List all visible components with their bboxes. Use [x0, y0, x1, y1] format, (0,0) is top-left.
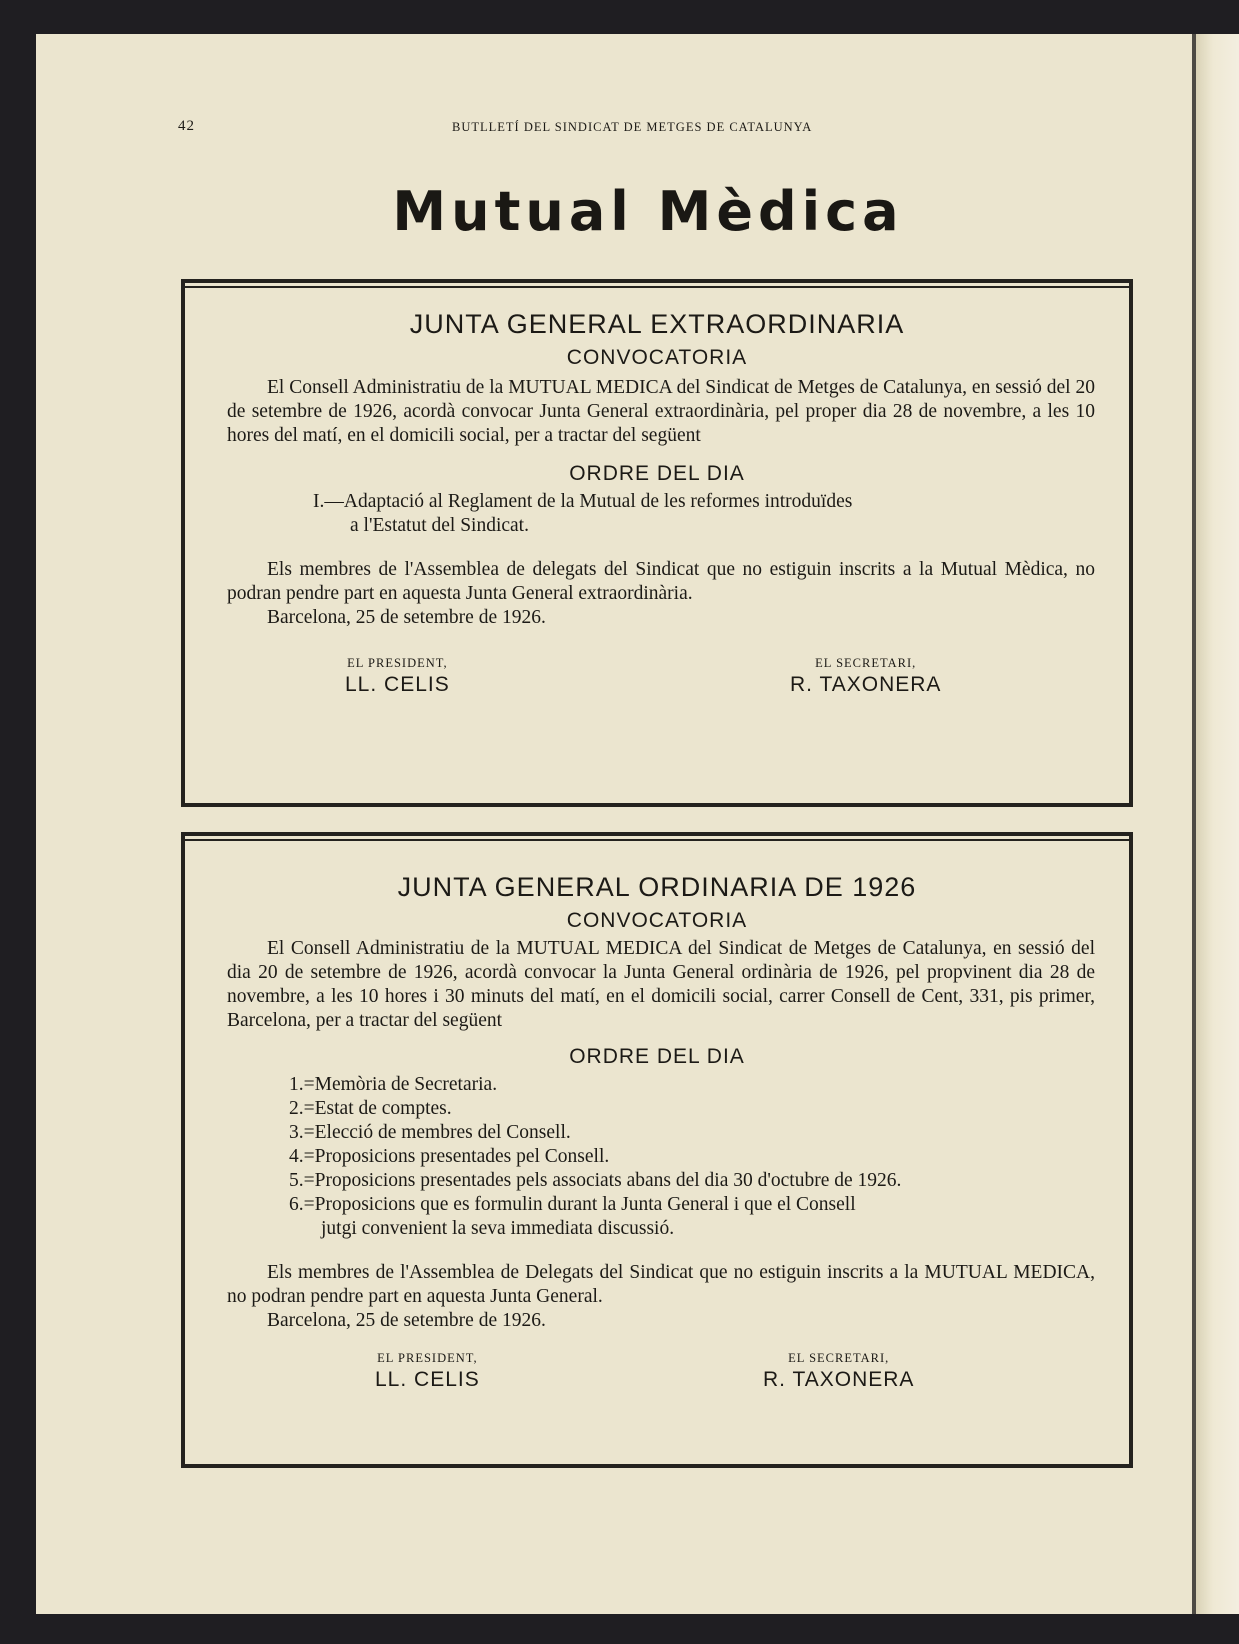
president-signature: [345, 656, 450, 697]
notice-date: Barcelona, 25 de setembre de 1926.: [267, 607, 546, 628]
agenda-item: 4.=Proposicions presentades pel Consell.: [289, 1146, 610, 1167]
notice-closing: Els membres de l'Assemblea de Delegats del Sindicat que no estiguin inscrits a la MUTUAL MEDICA, no podran pendre part en aquesta Junta General.: [227, 1262, 1095, 1307]
agenda-list: [185, 1073, 1129, 1241]
notice-subtitle: CONVOCATORIA: [566, 346, 748, 369]
secretary-signature: [790, 656, 941, 697]
signatures: [185, 1351, 1129, 1407]
agenda-item: I.—Adaptació al Reglament de la Mutual de les reformes introduïdes: [313, 491, 853, 512]
notice-body: El Consell Administratiu de la MUTUAL MEDICA del Sindicat de Metges de Catalunya, en sessió del 20 de setembre de 1926, acordà convocar Junta General extraordinària, pel proper dia 28 de novembre, a les 10 hores del matí, en el domicili social, per a tractar del següent: [227, 377, 1095, 446]
agenda-item-continuation: a l'Estatut del Sindicat.: [350, 515, 529, 536]
secretary-name: R. TAXONERA: [763, 1368, 915, 1391]
agenda-title: ORDRE DEL DIA: [569, 1045, 745, 1068]
president-role: EL PRESIDENT,: [377, 1351, 478, 1365]
notice-date: Barcelona, 25 de setembre de 1926.: [267, 1310, 546, 1331]
main-title: Mutual Mèdica: [392, 180, 904, 243]
agenda-item-continuation: jutgi convenient la seva immediata discussió.: [321, 1218, 675, 1239]
president-role: EL PRESIDENT,: [347, 656, 448, 670]
secretary-name: R. TAXONERA: [790, 673, 942, 696]
notice-subtitle: CONVOCATORIA: [566, 909, 748, 932]
agenda-item: 3.=Elecció de membres del Consell.: [289, 1122, 571, 1143]
notice-extraordinary: [182, 280, 1132, 806]
agenda-item: 6.=Proposicions que es formulin durant la Junta General i que el Consell: [289, 1194, 856, 1215]
agenda-item: 2.=Estat de comptes.: [289, 1098, 452, 1119]
running-title: BUTLLETÍ DEL SINDICAT DE METGES DE CATALUNYA: [452, 120, 813, 134]
notice-title: JUNTA GENERAL EXTRAORDINARIA: [409, 309, 905, 339]
agenda-item: 5.=Proposicions presentades pels associats abans del dia 30 d'octubre de 1926.: [289, 1170, 902, 1191]
page-number: 42: [178, 118, 195, 134]
notice-closing: Els membres de l'Assemblea de delegats del Sindicat que no estiguin inscrits a la Mutual Mèdica, no podran pendre part en aquesta Junta General extraordinària.: [227, 559, 1095, 604]
agenda-title: ORDRE DEL DIA: [569, 462, 745, 485]
notice-title: JUNTA GENERAL ORDINARIA DE 1926: [397, 872, 917, 902]
agenda-list: [185, 490, 1129, 538]
secretary-role: EL SECRETARI,: [788, 1351, 890, 1365]
agenda-item: 1.=Memòria de Secretaria.: [289, 1074, 498, 1095]
president-signature: [375, 1351, 480, 1392]
signatures: [185, 656, 1129, 712]
secretary-signature: [763, 1351, 914, 1392]
book-spine: [1196, 34, 1239, 1614]
secretary-role: EL SECRETARI,: [815, 656, 917, 670]
president-name: LL. CELIS: [345, 673, 450, 696]
president-name: LL. CELIS: [375, 1368, 480, 1391]
notice-ordinary: [182, 833, 1132, 1467]
notice-body: El Consell Administratiu de la MUTUAL MEDICA del Sindicat de Metges de Catalunya, en sessió del dia 20 de setembre de 1926, acordà convocar la Junta General ordinària de 1926, pel propvinent dia 28 de novembre, a les 10 hores i 30 minuts del matí, en el domicili social, carrer Consell de Cent, 331, pis primer, Barcelona, per a tractar del següent: [227, 938, 1095, 1031]
